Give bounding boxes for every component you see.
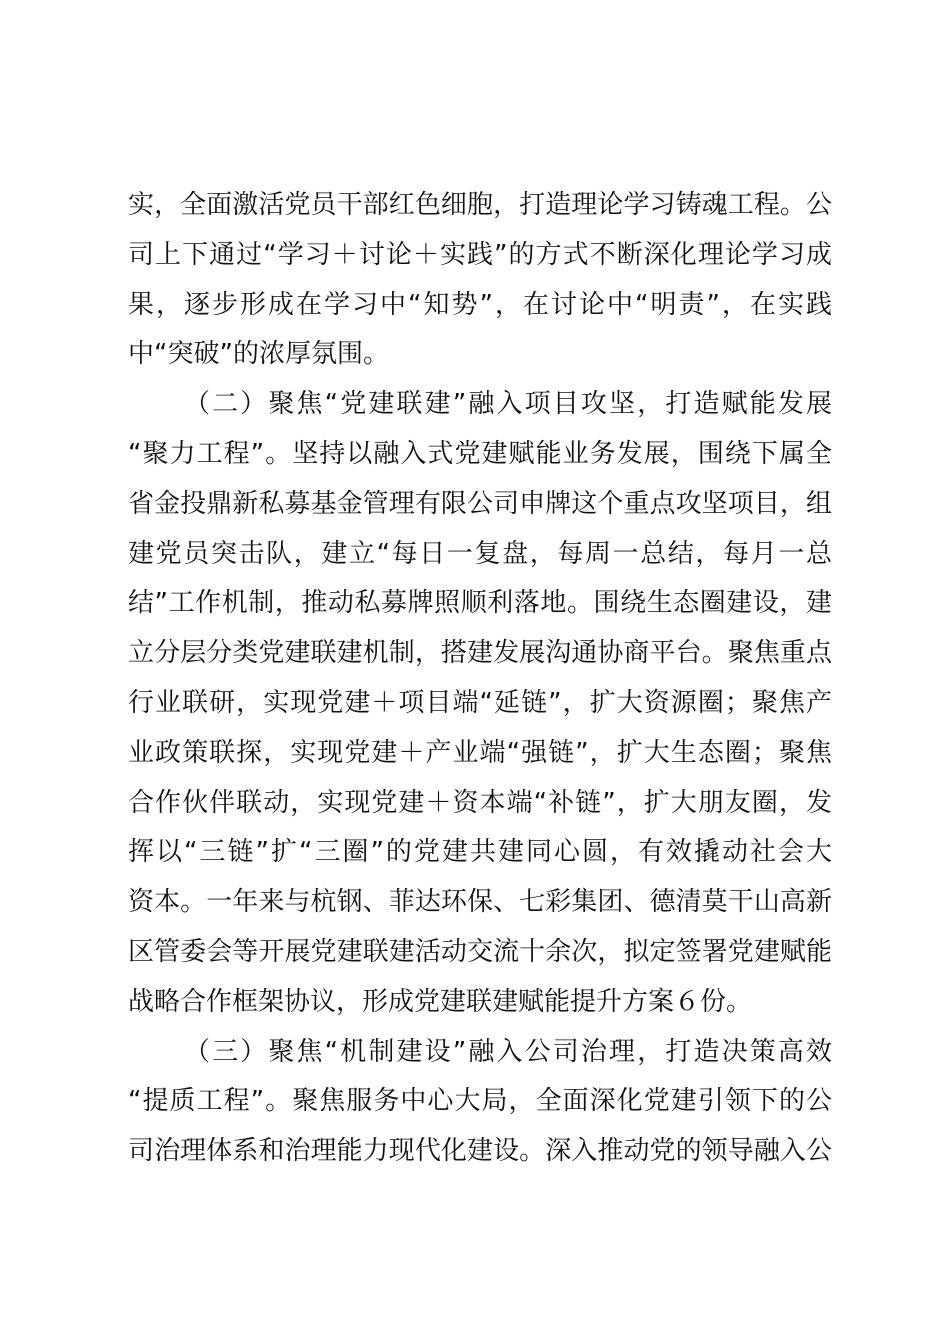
text-line: 挥以“三链”扩“三圈”的党建共建同心圆，有效撬动社会大 [128,837,832,868]
text-line: 中“突破”的浓厚氛围。 [128,339,389,370]
text-line: 资本。一年来与杭钢、菲达环保、七彩集团、德清莫干山高新 [128,887,832,918]
text-line: 行业联研，实现党建＋项目端“延链”，扩大资源圈；聚焦产 [128,687,832,718]
text-line: 司上下通过“学习＋讨论＋实践”的方式不断深化理论学习成 [128,239,832,270]
section-heading-line: （二）聚焦“党建联建”融入项目攻坚，打造赋能发展 [184,389,832,420]
text-line: 战略合作框架协议，形成党建联建赋能提升方案６份。 [128,986,753,1017]
body-text [128,181,832,1177]
section-heading-line: （三）聚焦“机制建设”融入公司治理，打造决策高效 [184,1036,832,1067]
text-line: 建党员突击队，建立“每日一复盘，每周一总结，每月一总 [128,538,832,569]
text-line: 实，全面激活党员干部红色细胞，打造理论学习铸魂工程。公 [128,190,832,220]
text-line: 果，逐步形成在学习中“知势”，在讨论中“明责”，在实践 [128,289,832,320]
text-line: 合作伙伴联动，实现党建＋资本端“补链”，扩大朋友圈，发 [128,787,832,818]
text-line: “聚力工程”。坚持以融入式党建赋能业务发展，围绕下属全 [128,438,832,469]
text-line: 省金投鼎新私募基金管理有限公司申牌这个重点攻坚项目，组 [128,488,832,519]
text-line: 结”工作机制，推动私募牌照顺利落地。围绕生态圈建设，建 [128,588,832,619]
text-line: 司治理体系和治理能力现代化建设。深入推动党的领导融入公 [128,1136,832,1167]
text-line: 业政策联探，实现党建＋产业端“强链”，扩大生态圈；聚焦 [128,737,832,768]
text-line: 立分层分类党建联建机制，搭建发展沟通协商平台。聚焦重点 [128,638,832,669]
text-line: “提质工程”。聚焦服务中心大局，全面深化党建引领下的公 [128,1086,832,1117]
text-line: 区管委会等开展党建联建活动交流十余次，拟定签署党建赋能 [128,936,832,967]
